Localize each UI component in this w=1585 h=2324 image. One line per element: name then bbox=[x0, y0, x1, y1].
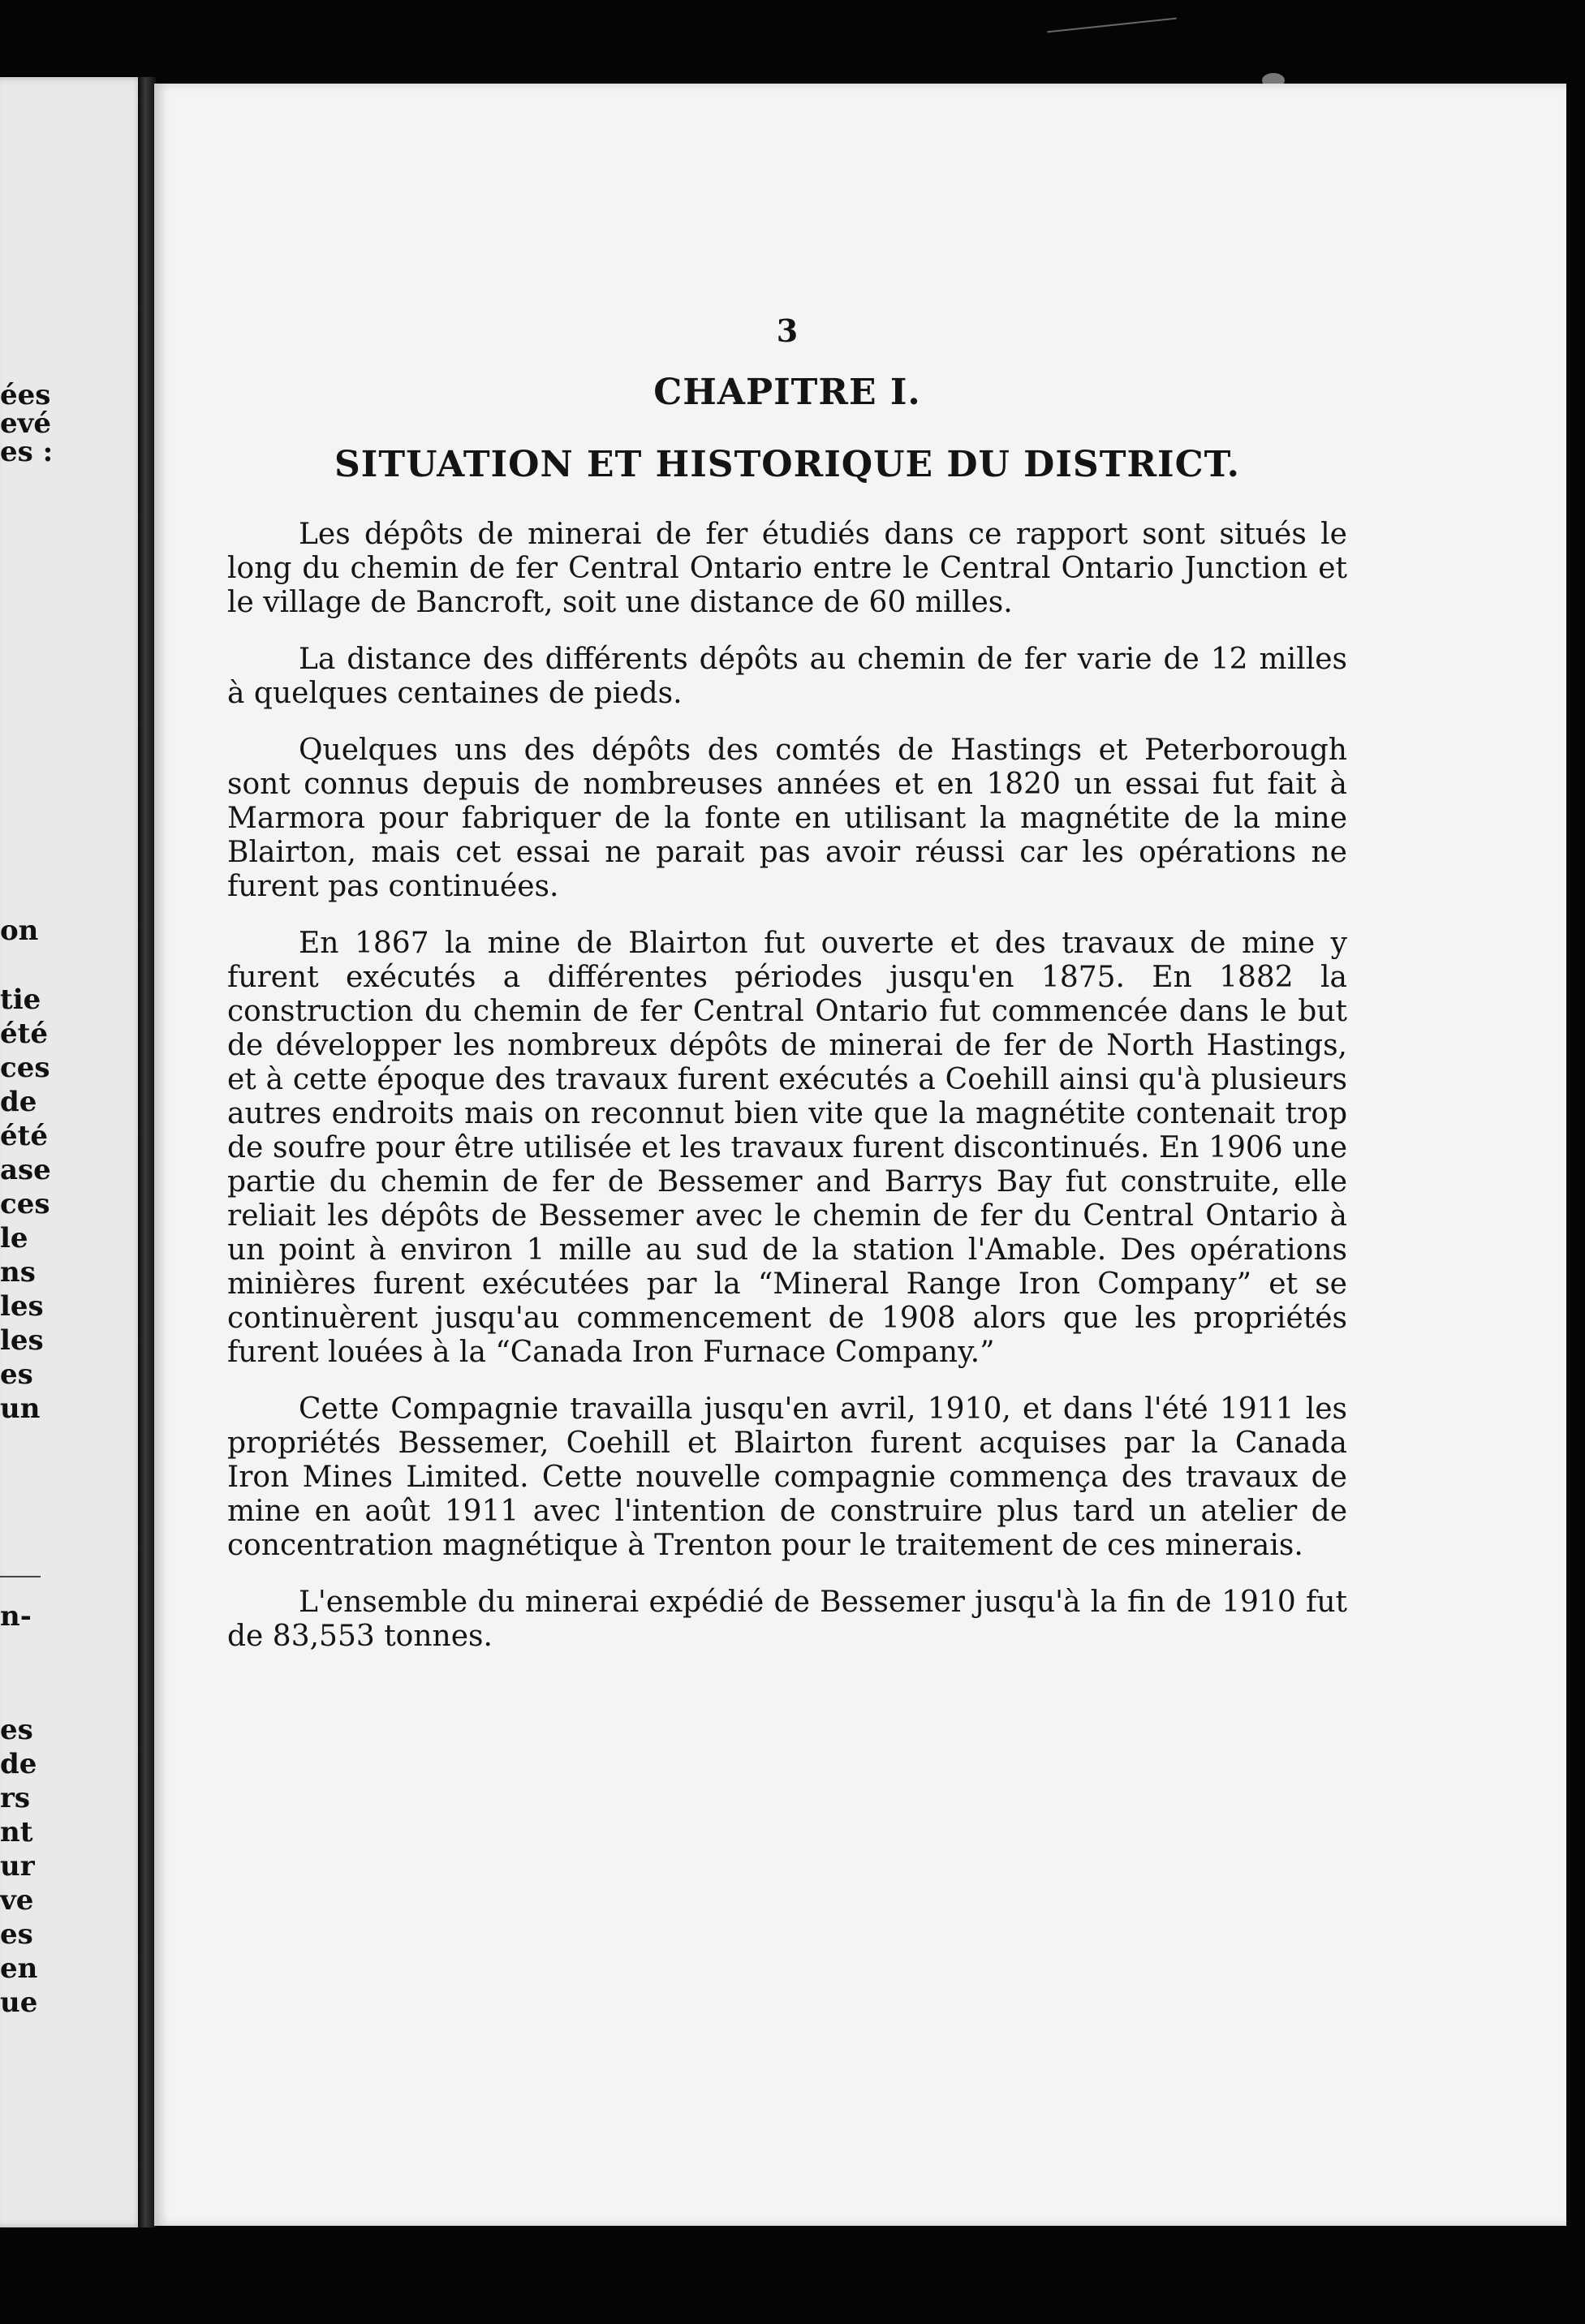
left-fragment: ve bbox=[0, 1884, 34, 1917]
left-page-edge bbox=[0, 77, 144, 2227]
left-fragment: été bbox=[0, 1018, 48, 1050]
left-fragment: ns bbox=[0, 1256, 36, 1289]
paragraph: Cette Compagnie travailla jusqu'en avril, 1910, et dans l'été 1911 les propriétés Bessemer, Coehill et Blairton furent acquises par la Canada Iron Mines Limited. Cette nouvelle compagnie commença des travaux de mine en août 1911 avec l'intention de construire plus tard un atelier de concentration magnétique à Trenton pour le traitement de ces minerais. bbox=[227, 1392, 1347, 1562]
left-fragment: evé bbox=[0, 407, 52, 440]
left-fragment: es bbox=[0, 1714, 33, 1746]
left-fragment: de bbox=[0, 1748, 37, 1780]
left-fragment: de bbox=[0, 1086, 37, 1118]
left-fragment: été bbox=[0, 1120, 48, 1152]
left-fragment: ées bbox=[0, 379, 51, 411]
left-fragment: ces bbox=[0, 1188, 50, 1220]
paragraph: En 1867 la mine de Blairton fut ouverte et des travaux de mine y furent exécutés a différentes périodes jusqu'en 1875. En 1882 la construction du chemin de fer Central Ontario fut commencée dans le but de développer les nombreux dépôts de minerai de fer de North Hastings, et à cette époque des travaux furent exécutés a Coehill ainsi qu'à plusieurs autres endroits mais on reconnut bien vite que la magnétite contenait trop de soufre pour être utilisée et les travaux furent discontinués. En 1906 une partie du chemin de fer de Bessemer and Barrys Bay fut construite, elle reliait les dépôts de Bessemer avec le chemin de fer du Central Ontario à un point à environ 1 mille au sud de la station l'Amable. Des opérations minières furent exécutées par la “Mineral Range Iron Company” et se continuèrent jusqu'au commencement de 1908 alors que les propriétés furent louées à la “Canada Iron Furnace Company.” bbox=[227, 927, 1347, 1369]
left-fragment: tie bbox=[0, 983, 41, 1016]
left-fragment: rs bbox=[0, 1782, 31, 1814]
page-content bbox=[227, 312, 1347, 1676]
left-fragment: ase bbox=[0, 1154, 51, 1186]
left-fragment: es : bbox=[0, 436, 54, 468]
left-fragment: es bbox=[0, 1358, 33, 1391]
left-fragment: n- bbox=[0, 1600, 32, 1633]
book-binding bbox=[138, 77, 156, 2227]
paragraph: L'ensemble du minerai expédié de Bessemer jusqu'à la fin de 1910 fut de 83,553 tonnes. bbox=[227, 1586, 1347, 1653]
left-fragment: es bbox=[0, 1918, 33, 1951]
left-fragment: ue bbox=[0, 1986, 38, 2019]
paragraph: Les dépôts de minerai de fer étudiés dans ce rapport sont situés le long du chemin de fer Central Ontario entre le Central Ontario Junction et le village de Bancroft, soit une distance de 60 milles. bbox=[227, 518, 1347, 619]
left-fragment: ces bbox=[0, 1052, 50, 1084]
paragraph: Quelques uns des dépôts des comtés de Hastings et Peterborough sont connus depuis de nombreuses années et en 1820 un essai fut fait à Marmora pour fabriquer de la fonte en utilisant la magnétite de la mine Blairton, mais cet essai ne parait pas avoir réussi car les opérations ne furent pas continuées. bbox=[227, 734, 1347, 903]
left-fragment: le bbox=[0, 1222, 28, 1255]
left-fragment: les bbox=[0, 1290, 44, 1323]
left-fragment: on bbox=[0, 915, 39, 947]
left-fragment: nt bbox=[0, 1816, 33, 1848]
right-page bbox=[154, 84, 1566, 2226]
chapter-title: CHAPITRE I. bbox=[653, 372, 921, 413]
paragraph: La distance des différents dépôts au chemin de fer varie de 12 milles à quelques centaines de pieds. bbox=[227, 643, 1347, 710]
left-fragment: ur bbox=[0, 1850, 35, 1883]
left-divider bbox=[0, 1576, 41, 1577]
left-fragment: un bbox=[0, 1392, 41, 1425]
scan-mark bbox=[1047, 18, 1176, 33]
left-fragment: en bbox=[0, 1952, 38, 1985]
page-number: 3 bbox=[776, 312, 799, 349]
left-fragment: les bbox=[0, 1324, 44, 1357]
section-title: SITUATION ET HISTORIQUE DU DISTRICT. bbox=[334, 444, 1240, 485]
